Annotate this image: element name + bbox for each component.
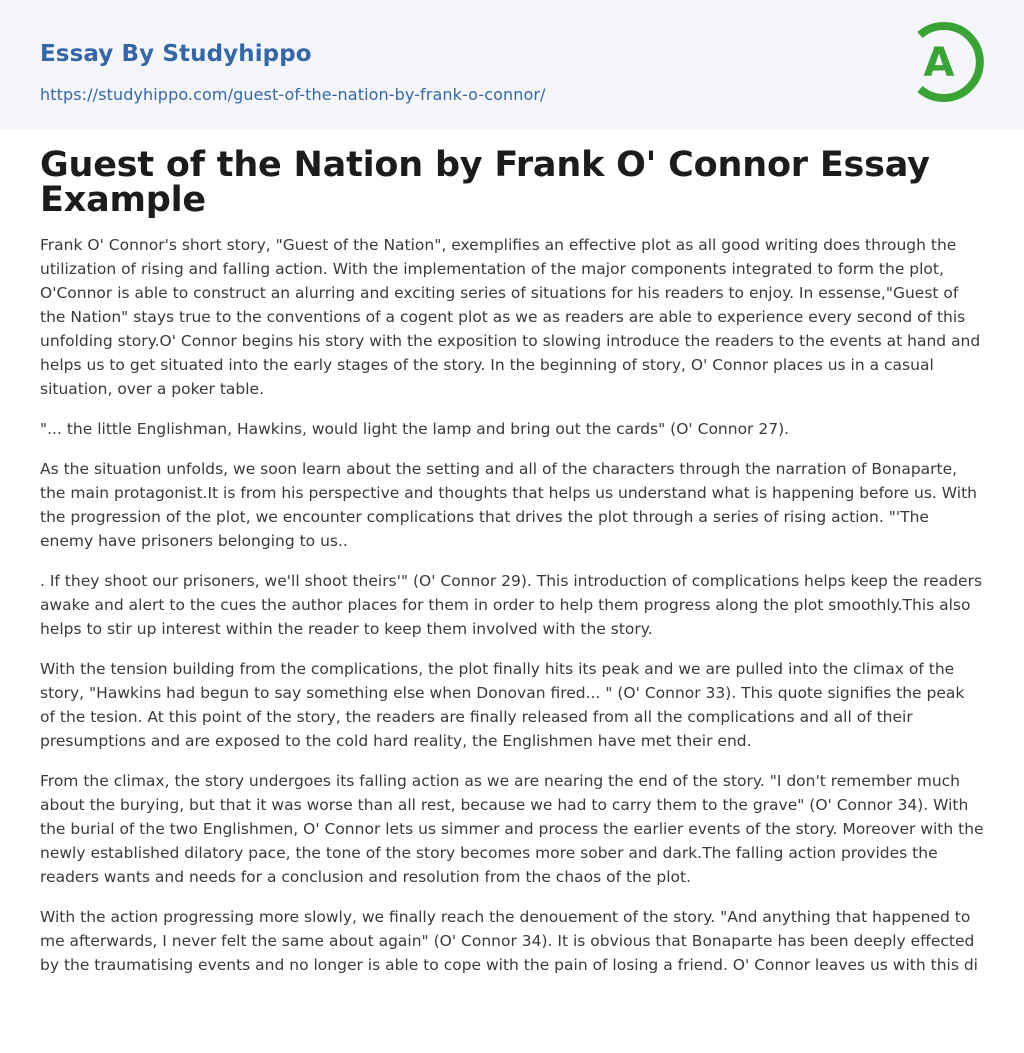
article-paragraph-4: . If they shoot our prisoners, we'll shoot theirs'" (O' Connor 29). This introduction of complications helps keep the readers awake and alert to the cues the author places for them in order to help them progress along the plot smoothly.This also helps to stir up interest within the reader to keep them involved with the story.	[40, 572, 983, 638]
article-title: Guest of the Nation by Frank O' Connor Essay Example	[40, 145, 930, 220]
article-paragraph-6: From the climax, the story undergoes its falling action as we are nearing the end of the story. "I don't remember much about the burying, but that it was worse than all rest, because we had to carry them to the grave" (O' Connor 34). With the burial of the two Englishmen, O' Connor lets us simmer and process the earlier events of the story. Moreover with the newly established dilatory pace, the tone of the story becomes more sober and dark.The falling action provides the readers wants and needs for a conclusion and resolution from the chaos of the plot.	[40, 772, 984, 886]
studyhippo-logo-icon[interactable]	[910, 19, 986, 105]
site-header	[0, 0, 1024, 129]
page-url-link[interactable]: https://studyhippo.com/guest-of-the-nation-by-frank-o-connor/	[40, 85, 546, 104]
article-paragraph-1: Frank O' Connor's short story, "Guest of the Nation", exemplifies an effective plot as all good writing does through the utilization of rising and falling action. With the implementation of the major components integrated to form the plot, O'Connor is able to construct an alurring and exciting series of situations for his readers to enjoy. In essense,"Guest of the Nation" stays true to the conventions of a cogent plot as we as readers are able to experience every second of this unfolding story.O' Connor begins his story with the exposition to slowing introduce the readers to the events at hand and helps us to get situated into the early stages of the story. In the beginning of story, O' Connor places us in a casual situation, over a poker table.	[40, 236, 981, 398]
article	[40, 145, 984, 993]
site-brand[interactable]: Essay By Studyhippo	[40, 41, 312, 67]
article-paragraph-2: "... the little Englishman, Hawkins, would light the lamp and bring out the cards" (O' Connor 27).	[40, 420, 790, 438]
article-paragraph-7: With the action progressing more slowly, we finally reach the denouement of the story. "And anything that happened to me afterwards, I never felt the same about again" (O' Connor 34). It is obvious that Bonaparte has been deeply effected by the traumatising events and no longer is able to cope with the pain of losing a friend. O' Connor leaves us with this di	[40, 908, 978, 974]
logo-letter: A	[923, 40, 955, 86]
article-paragraph-5: With the tension building from the complications, the plot finally hits its peak and we are pulled into the climax of the story, "Hawkins had begun to say something else when Donovan fired... " (O' Connor 33). This quote signifies the peak of the tesion. At this point of the story, the readers are finally released from all the complications and all of their presumptions and are exposed to the cold hard reality, the Englishmen have met their end.	[40, 660, 965, 750]
article-paragraph-3: As the situation unfolds, we soon learn about the setting and all of the characters through the narration of Bonaparte, the main protagonist.It is from his perspective and thoughts that helps us understand what is happening before us. With the progression of the plot, we encounter complications that drives the plot through a series of rising action. "'The enemy have prisoners belonging to us..	[40, 460, 977, 550]
